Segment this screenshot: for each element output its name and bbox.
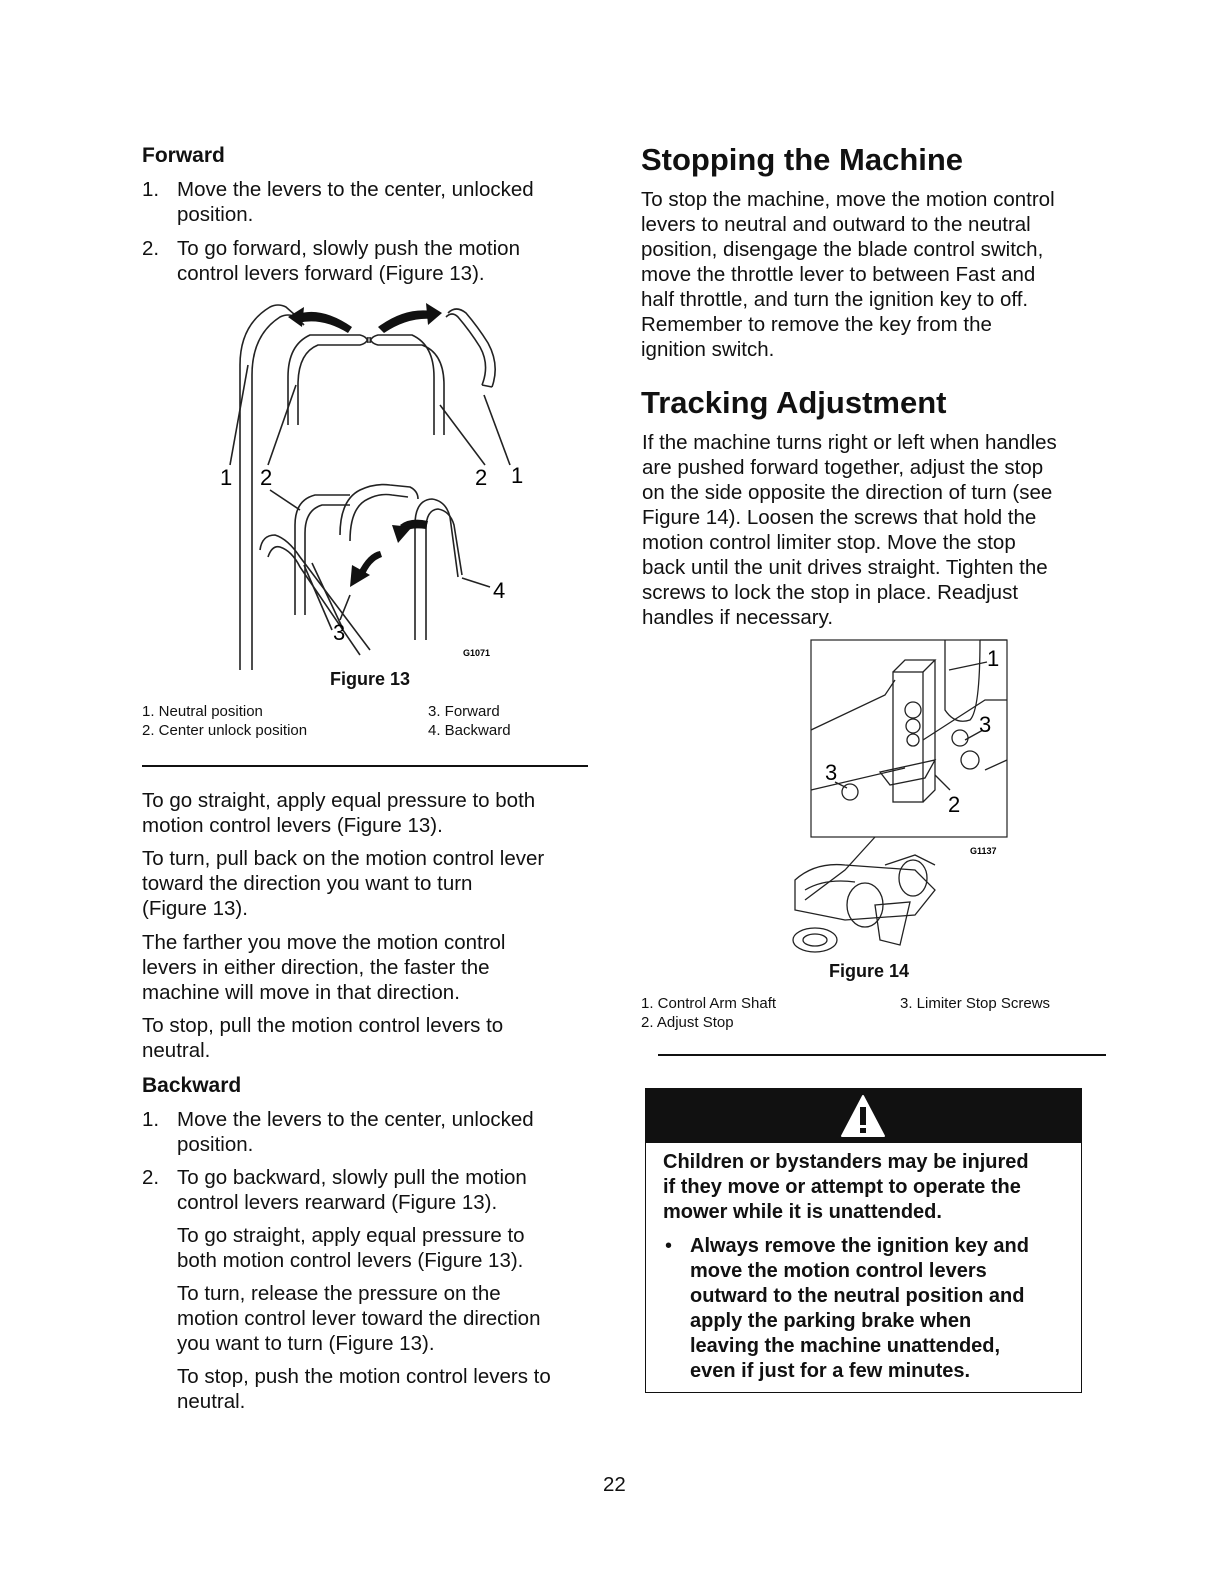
warning-bullet-icon: • [665,1235,673,1257]
tracking-paragraph: If the machine turns right or left when handles are pushed forward together, adjust the stop on the side opposite the direction of turn (see Figure 14). Loosen the screws that hold the motion control limiter stop. Move the stop back until the unit drives straight. Tighten the screws to lock the stop in place. Readjust handles if necessary. [642,431,1057,629]
figure-14-caption: Figure 14 [829,961,910,981]
figure-13-label-1a: 1 [220,465,233,490]
step-line: control levers forward (Figure 13). [177,262,485,285]
section-divider [142,765,588,767]
para-farther: The farther you move the motion control levers in either direction, the faster the machine will move in that direction. [142,931,506,1004]
step-line: control levers rearward (Figure 13). [177,1191,498,1214]
backward-sub-turn: To turn, release the pressure on the motion control lever toward the direction you want to turn (Figure 13). [177,1282,541,1355]
tracking-heading: Tracking Adjustment [641,385,947,420]
section-divider [658,1054,1106,1056]
figure-14-label-3b: 3 [825,760,838,785]
figure-13-label-3: 3 [333,620,346,645]
step-line: position. [177,203,254,226]
figure-13-code: G1071 [463,648,491,658]
step-number: 1. [142,178,160,201]
warning-box [645,1088,1082,1393]
backward-sub-straight: To go straight, apply equal pressure to both motion control levers (Figure 13). [177,1224,525,1272]
step-line: To go forward, slowly push the motion [177,237,520,260]
figure-14-label-1: 1 [987,646,1000,671]
step-line: Move the levers to the center, unlocked [177,178,534,201]
figure-14-label-3a: 3 [979,712,992,737]
figure-14-legend-3: 3. Limiter Stop Screws [900,995,1051,1012]
figure-13-label-2b: 2 [475,465,488,490]
para-turn: To turn, pull back on the motion control lever toward the direction you want to turn (Figure 13). [142,847,545,920]
step-number: 2. [142,1166,160,1189]
figure-13-label-2a: 2 [260,465,273,490]
para-stop: To stop, pull the motion control levers to neutral. [142,1014,504,1062]
figure-14-code: G1137 [970,846,997,856]
para-straight: To go straight, apply equal pressure to both motion control levers (Figure 13). [142,789,536,837]
figure-14-illustration [785,640,1025,958]
figure-13-legend-3: 3. Forward [428,703,500,720]
figure-13-label-4: 4 [493,578,506,603]
step-line: To go backward, slowly pull the motion [177,1166,527,1189]
step-number: 2. [142,237,160,260]
step-line: position. [177,1133,254,1156]
stopping-paragraph: To stop the machine, move the motion control levers to neutral and outward to the neutral position, disengage the blade control switch, move the throttle lever to between Fast and half throttle, and turn the ignition key to off. Remember to remove the key from the ignition switch. [641,188,1055,361]
figure-13-illustration [200,295,524,665]
figure-13-legend-4: 4. Backward [428,722,511,739]
step-line: Move the levers to the center, unlocked [177,1108,534,1131]
warning-triangle-icon [840,1094,886,1138]
figure-14-legend-2: 2. Adjust Stop [641,1014,734,1031]
backward-heading: Backward [142,1074,242,1097]
figure-14-legend-1: 1. Control Arm Shaft [641,995,777,1012]
figure-13-legend-1: 1. Neutral position [142,703,263,720]
figure-13-label-1b: 1 [511,463,524,488]
forward-heading: Forward [142,144,225,167]
step-number: 1. [142,1108,160,1131]
warning-header-bar [646,1089,1081,1143]
warning-bullet-text: Always remove the ignition key and move the motion control levers outward to the neutral position and apply the parking brake when leaving the machine unattended, even if just for a few minutes. [690,1235,1029,1382]
stopping-heading: Stopping the Machine [641,142,964,177]
figure-13-legend-2: 2. Center unlock position [142,722,308,739]
warning-main-text: Children or bystanders may be injured if they move or attempt to operate the mower while it is unattended. [663,1151,1029,1223]
backward-sub-stop: To stop, push the motion control levers to neutral. [177,1365,551,1413]
page-number: 22 [603,1473,626,1496]
figure-14-label-2: 2 [948,792,961,817]
figure-13-caption: Figure 13 [330,669,411,689]
